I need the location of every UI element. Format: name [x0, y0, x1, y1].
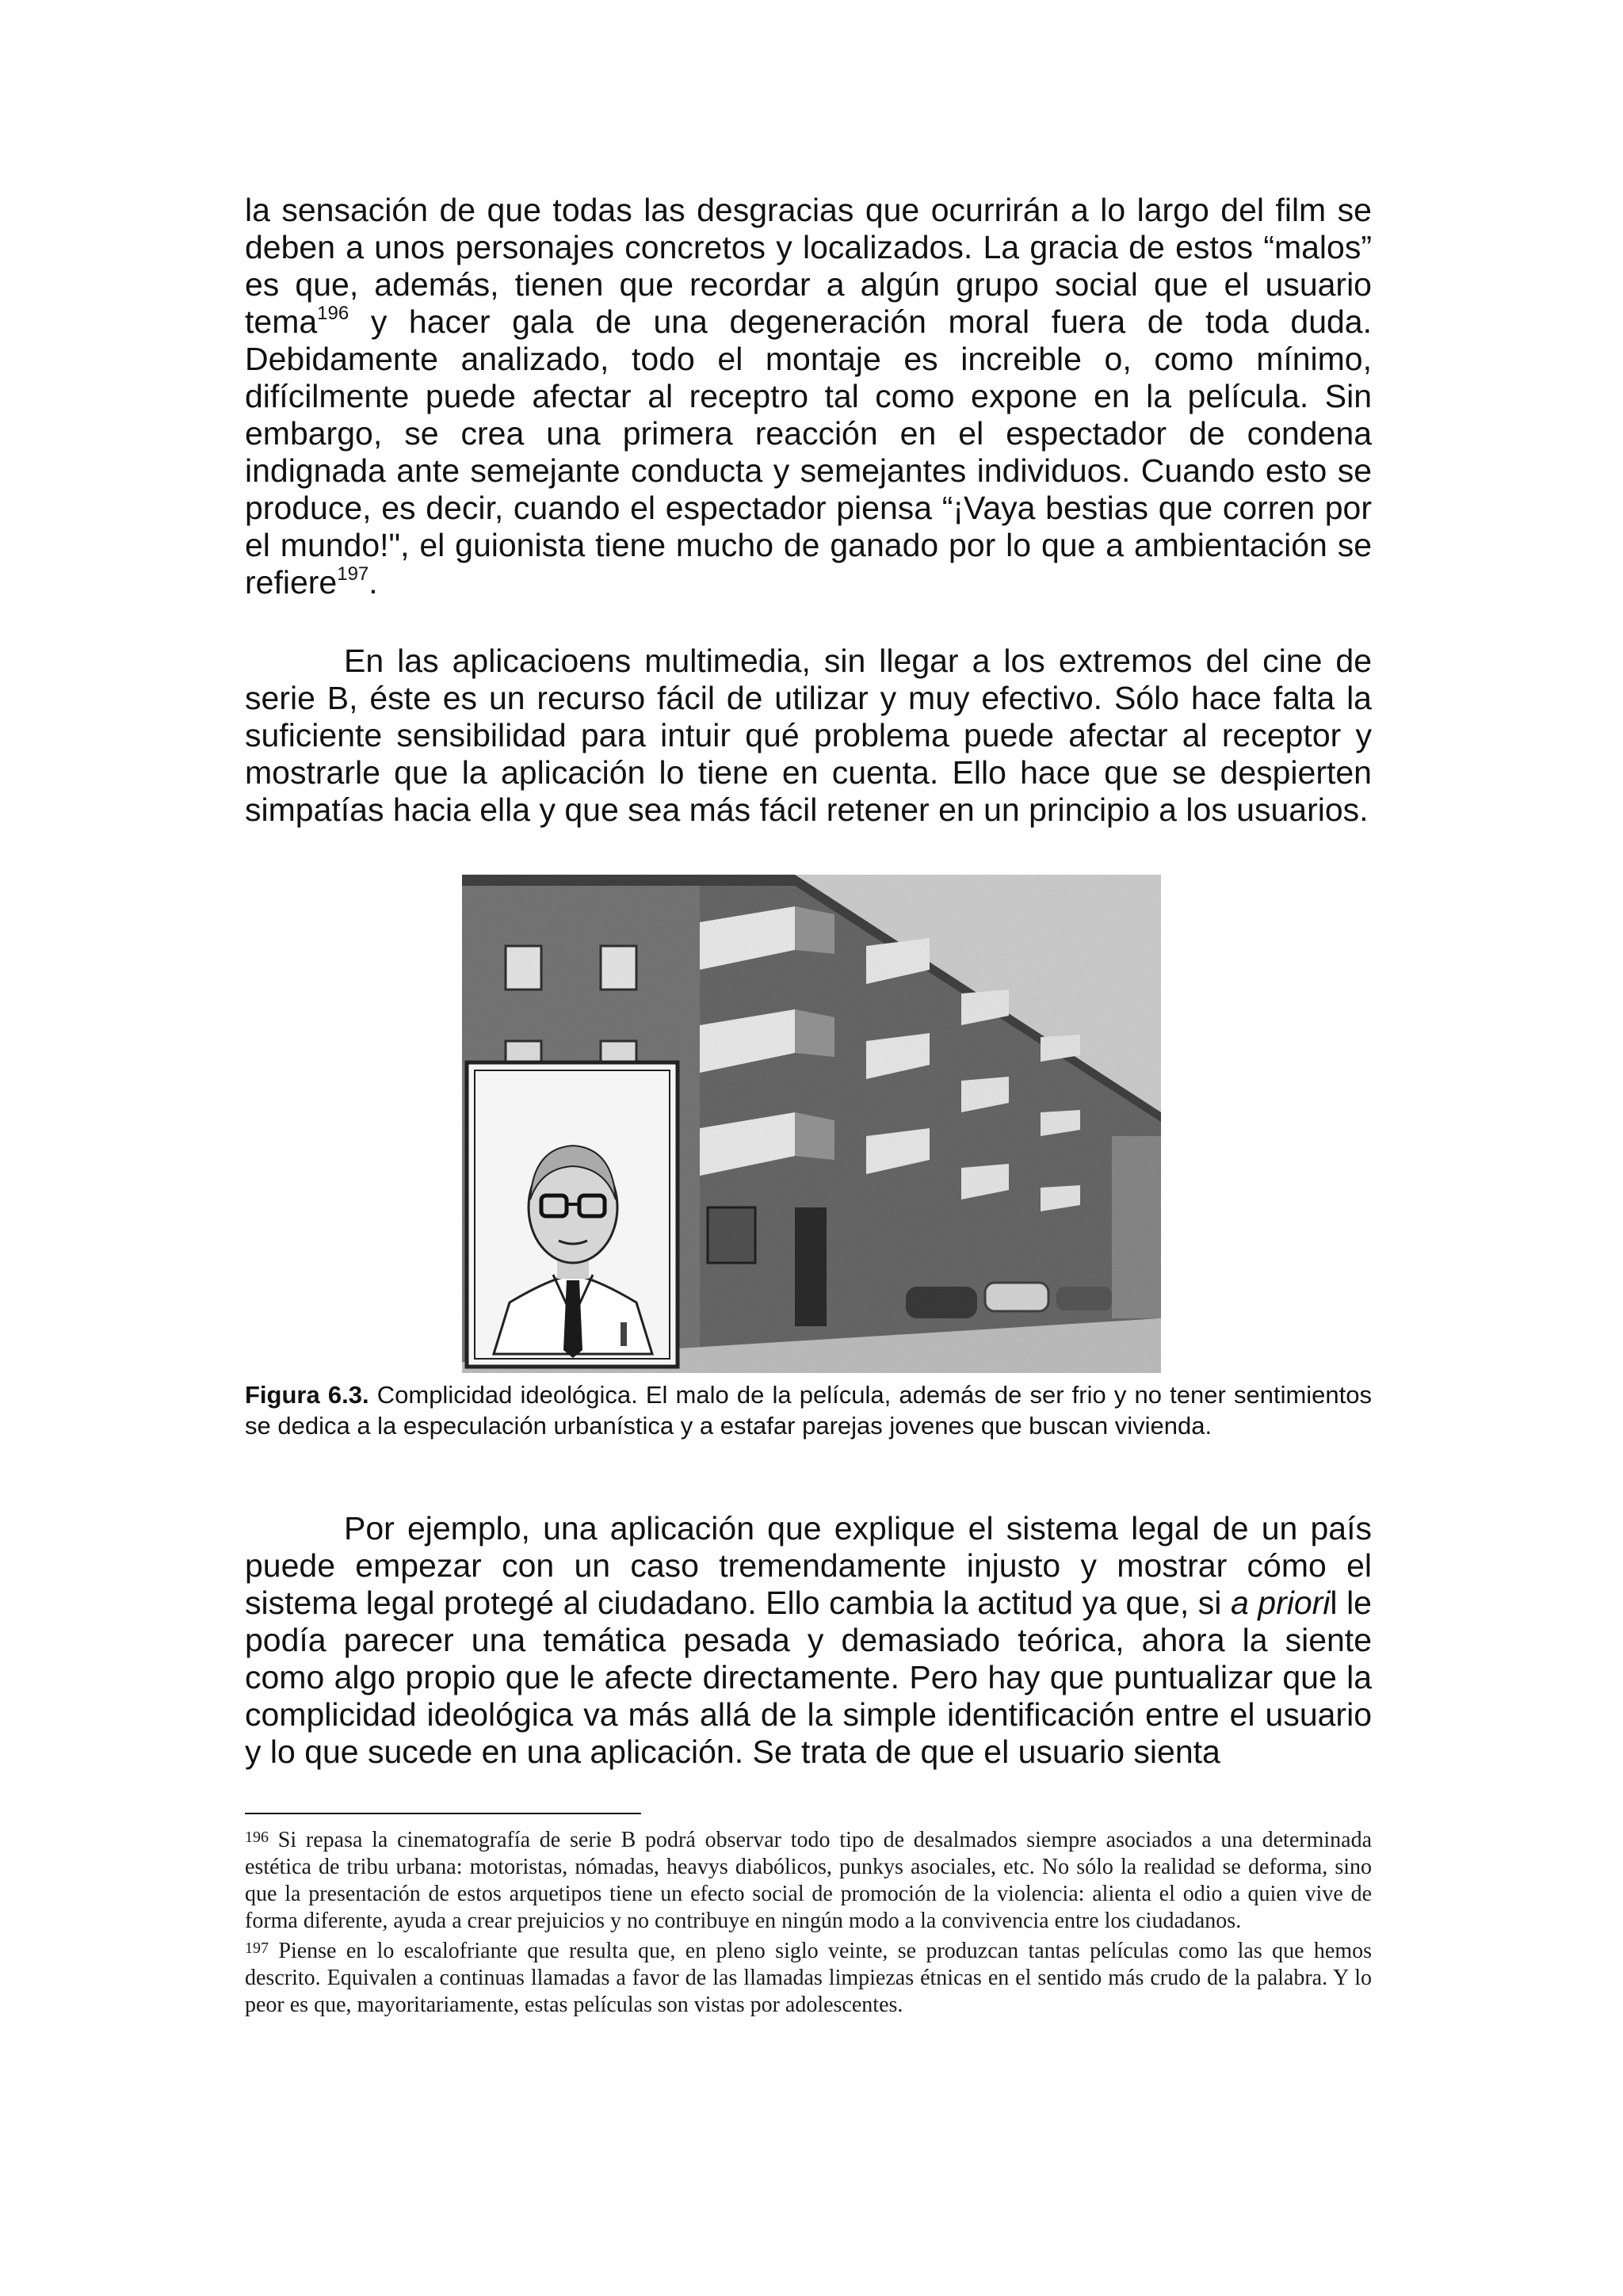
figure-6-3-image — [462, 875, 1161, 1373]
paragraph-text: y hacer gala de una degeneración moral fuera de toda duda. Debidamente analizado, todo el montaje es increible o, como mínimo, difícilmente puede afectar al receptro tal como expone en la película. Sin embargo, se crea una primera reacción en el espectador de condena indignada ante semejante conducta y semejantes individuos. Cuando esto se produce, es decir, cuando el espectador piensa “¡Vaya bestias que corren por el mundo!", el guionista tiene mucho de ganado por lo que a ambientación se refiere — [245, 303, 1372, 601]
figure-caption — [245, 1379, 1372, 1441]
footnote-number: 197 — [245, 1939, 269, 1957]
paragraph-text: Por ejemplo, una aplicación que explique el sistema legal de un país puede empezar con un caso tremendamente injusto y mostrar cómo el sistema legal protegé al ciudadano. Ello cambia la actitud ya que, si — [245, 1510, 1372, 1621]
italic-term: a priori — [1230, 1585, 1331, 1621]
body-paragraph-3 — [245, 1510, 1372, 1771]
caption-text: Complicidad ideológica. El malo de la película, además de ser frio y no tener sentimientos se dedica a la especulación urbanística y a estafar parejas jovenes que buscan vivienda. — [245, 1381, 1372, 1440]
paragraph-text: l le podía parecer una temática pesada y demasiado teórica, ahora la siente como algo propio que le afecte directamente. Pero hay que puntualizar que la complicidad ideológica va más allá de la simple identificación entre el usuario y lo que sucede en una aplicación. Se trata de que el usuario sienta — [245, 1585, 1372, 1770]
footnote-separator — [245, 1813, 641, 1814]
building-photo — [462, 875, 1161, 1373]
footnotes — [245, 1824, 1372, 2019]
footnote-text: Si repasa la cinematografía de serie B podrá observar todo tipo de desalmados siempre asociados a una determinada estética de tribu urbana: motoristas, nómadas, heavys diabólicos, punkys asociales, etc. No sólo la realidad se deforma, sino que la presentación de estos arquetipos tiene un efecto social de promoción de la violencia: alienta el odio a quien vive de forma diferente, ayuda a crear prejuicios y no contribuye en ningún modo a la convivencia entre los ciudadanos. — [245, 1828, 1372, 1933]
footnote-196 — [245, 1824, 1372, 1935]
footnote-ref-197[interactable]: 197 — [337, 563, 369, 585]
body-paragraph-2 — [245, 643, 1372, 829]
footnote-text: Piense en lo escalofriante que resulta que, en pleno siglo veinte, se produzcan tantas películas como las que hemos descrito. Equivalen a continuas llamadas a favor de las llamadas limpiezas étnicas en el sentido más crudo de la palabra. Y lo peor es que, mayoritariamente, estas películas son vistas por adolescentes. — [245, 1939, 1372, 2017]
paragraph-text: En las aplicacioens multimedia, sin llegar a los extremos del cine de serie B, éste es un recurso fácil de utilizar y muy efectivo. Sólo hace falta la suficiente sensibilidad para intuir qué problema puede afectar al receptor y mostrarle que la aplicación lo tiene en cuenta. Ello hace que se despierten simpatías hacia ella y que sea más fácil retener en un principio a los usuarios. — [245, 643, 1372, 828]
paragraph-text: . — [369, 564, 378, 601]
footnote-number: 196 — [245, 1829, 269, 1846]
caption-label: Figura 6.3. — [245, 1381, 369, 1409]
footnote-197 — [245, 1935, 1372, 2019]
paragraph-text: la sensación de que todas las desgracias que ocurrirán a lo largo del film se deben a unos personajes concretos y localizados. La gracia de estos “malos” es que, además, tienen que recordar a algún grupo social que el usuario tema — [245, 192, 1372, 340]
body-paragraph-1 — [245, 192, 1372, 601]
footnote-ref-196[interactable]: 196 — [317, 303, 349, 324]
